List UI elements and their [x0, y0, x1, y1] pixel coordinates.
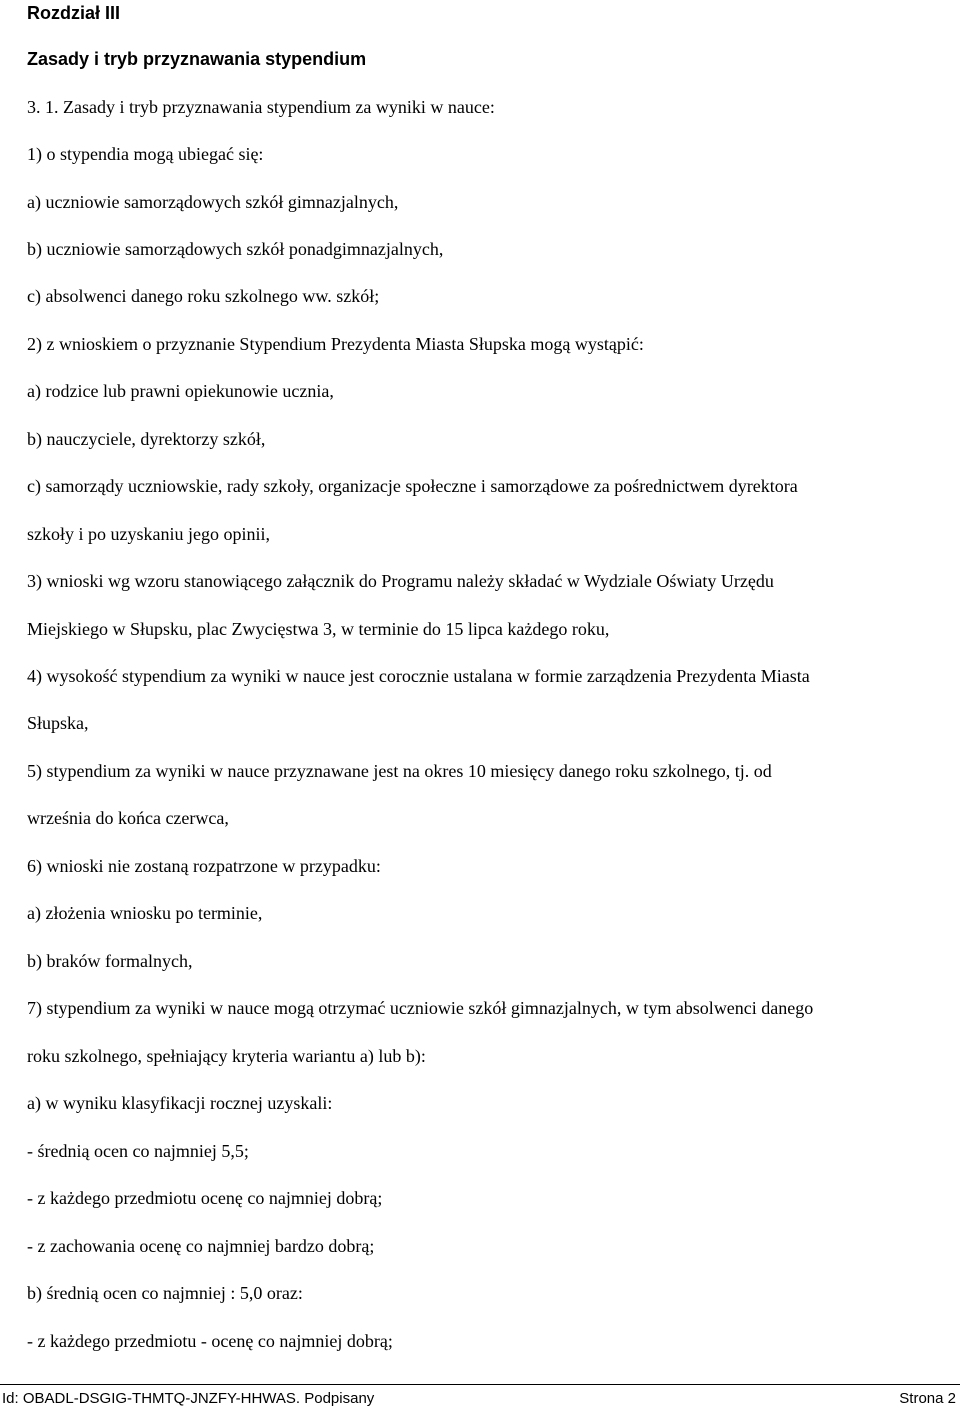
paragraph-line: Miejskiego w Słupsku, plac Zwycięstwa 3, w terminie do 15 lipca każdego roku, — [27, 619, 610, 639]
footer-document-id: Id: OBADL-DSGIG-THMTQ-JNZFY-HHWAS. Podpisany — [2, 1390, 375, 1407]
paragraph-line: b) średnią ocen co najmniej : 5,0 oraz: — [27, 1283, 303, 1303]
paragraph-line: szkoły i po uzyskaniu jego opinii, — [27, 524, 270, 544]
paragraph-line: 6) wnioski nie zostaną rozpatrzone w przypadku: — [27, 856, 381, 876]
paragraph-line: Słupska, — [27, 713, 89, 733]
paragraph-line: 7) stypendium za wyniki w nauce mogą otrzymać uczniowie szkół gimnazjalnych, w tym absolwenci danego — [27, 998, 814, 1018]
paragraph-line: b) uczniowie samorządowych szkół ponadgimnazjalnych, — [27, 239, 444, 259]
paragraph-line: - średnią ocen co najmniej 5,5; — [27, 1141, 249, 1161]
footer-divider — [0, 1384, 960, 1385]
paragraph-line: a) w wyniku klasyfikacji rocznej uzyskali: — [27, 1093, 333, 1113]
paragraph-line: 3) wnioski wg wzoru stanowiącego załącznik do Programu należy składać w Wydziale Oświaty Urzędu — [27, 571, 774, 591]
paragraph-line: września do końca czerwca, — [27, 808, 229, 828]
footer-page-number: Strona 2 — [899, 1390, 956, 1407]
chapter-heading: Rozdział III — [27, 3, 121, 23]
paragraph-line: c) samorządy uczniowskie, rady szkoły, organizacje społeczne i samorządowe za pośrednictwem dyrektora — [27, 476, 798, 496]
paragraph-line: c) absolwenci danego roku szkolnego ww. szkół; — [27, 286, 380, 306]
paragraph-line: - z zachowania ocenę co najmniej bardzo dobrą; — [27, 1236, 375, 1256]
paragraph-line: 3. 1. Zasady i tryb przyznawania stypendium za wyniki w nauce: — [27, 97, 495, 117]
paragraph-line: 4) wysokość stypendium za wyniki w nauce jest corocznie ustalana w formie zarządzenia Prezydenta Miasta — [27, 666, 810, 686]
paragraph-line: a) rodzice lub prawni opiekunowie ucznia, — [27, 381, 334, 401]
paragraph-line: roku szkolnego, spełniający kryteria wariantu a) lub b): — [27, 1046, 426, 1066]
section-title: Zasady i tryb przyznawania stypendium — [27, 49, 367, 69]
paragraph-line: 2) z wnioskiem o przyznanie Stypendium Prezydenta Miasta Słupska mogą wystąpić: — [27, 334, 644, 354]
paragraph-line: 1) o stypendia mogą ubiegać się: — [27, 144, 264, 164]
paragraph-line: a) uczniowie samorządowych szkół gimnazjalnych, — [27, 192, 399, 212]
paragraph-line: b) braków formalnych, — [27, 951, 193, 971]
paragraph-line: - z każdego przedmiotu - ocenę co najmniej dobrą; — [27, 1331, 393, 1351]
paragraph-line: - z każdego przedmiotu ocenę co najmniej dobrą; — [27, 1188, 383, 1208]
paragraph-line: 5) stypendium za wyniki w nauce przyznawane jest na okres 10 miesięcy danego roku szkolnego, tj. od — [27, 761, 772, 781]
paragraph-line: a) złożenia wniosku po terminie, — [27, 903, 263, 923]
paragraph-line: b) nauczyciele, dyrektorzy szkół, — [27, 429, 266, 449]
